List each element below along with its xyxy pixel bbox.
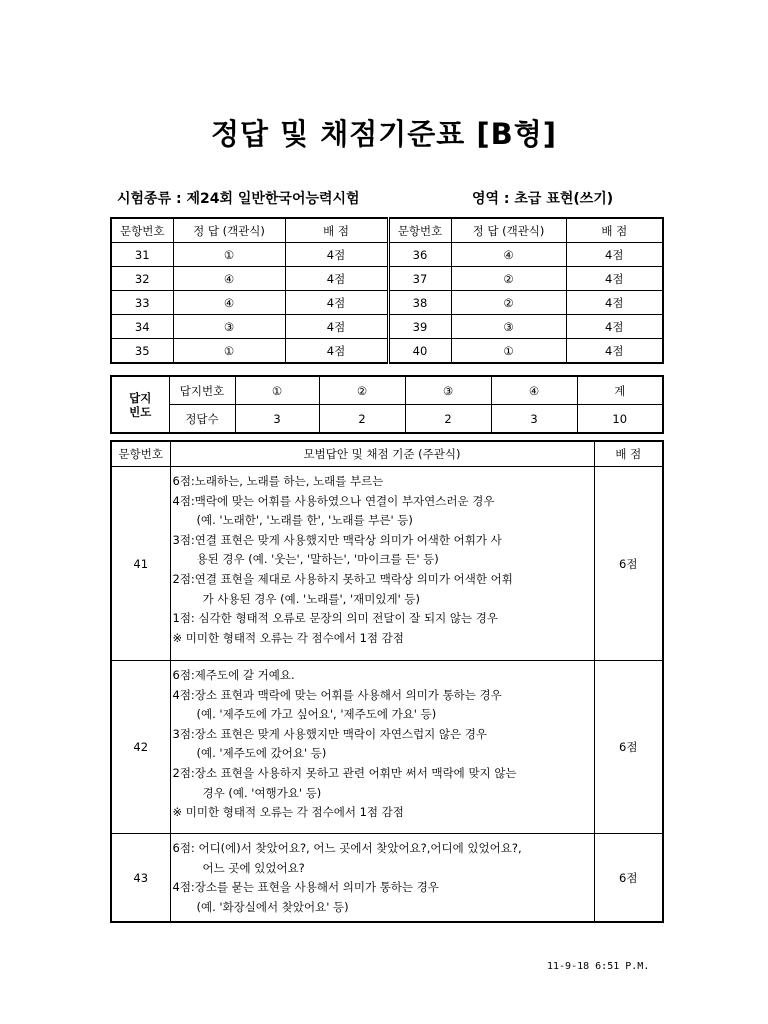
col-header: 배 점 <box>594 441 663 467</box>
col-header: ① <box>235 376 319 405</box>
score: 4점 <box>566 339 663 364</box>
col-header: 정 답 (객관식) <box>451 218 566 243</box>
page-title: 정답 및 채점기준표 [B형] <box>210 117 558 151</box>
col-header: 배 점 <box>566 218 663 243</box>
question-number: 40 <box>388 339 451 364</box>
criteria-line: 4점:맥락에 맞는 어휘를 사용하였으나 연결이 부자연스러운 경우 <box>172 493 495 508</box>
score: 6점 <box>594 467 663 661</box>
criteria-line: 어느 곳에 있었어요? <box>202 860 305 875</box>
answer: ④ <box>451 243 566 267</box>
criteria-line: 1점: 심각한 형태적 오류로 문장의 의미 전달이 잘 되지 않는 경우 <box>172 611 498 626</box>
col-header: 문항번호 <box>111 441 170 467</box>
criteria-line: 3점:연결 표현은 맞게 사용했지만 맥락상 의미가 어색한 어휘가 사 <box>172 532 502 547</box>
criteria-line: 4점:장소 표현과 맥락에 맞는 어휘를 사용해서 의미가 통하는 경우 <box>172 687 502 702</box>
question-number: 34 <box>111 315 173 339</box>
row-label: 정답수 <box>169 405 235 434</box>
criteria-line: (예. '제주도에 갔어요' 등) <box>196 746 327 761</box>
criteria-line: ※ 미미한 형태적 오류는 각 점수에서 1점 감점 <box>172 630 404 645</box>
scoring-criteria <box>170 834 594 923</box>
criteria-line: 6점:노래하는, 노래를 하는, 노래를 부르는 <box>172 474 384 488</box>
score: 4점 <box>566 315 663 339</box>
col-header: ③ <box>405 376 491 405</box>
table-row <box>111 291 663 315</box>
answer: ③ <box>451 315 566 339</box>
frequency-count-row <box>111 405 663 434</box>
question-number: 31 <box>111 243 173 267</box>
question-number: 41 <box>111 467 170 661</box>
criteria-line: ※ 미미한 형태적 오류는 각 점수에서 1점 감점 <box>172 805 404 820</box>
print-timestamp: 11-9-18 6:51 P.M. <box>547 961 650 972</box>
count: 2 <box>405 405 491 434</box>
objective-header-row <box>111 218 663 243</box>
question-number: 42 <box>111 661 170 834</box>
col-header: ② <box>319 376 405 405</box>
objective-answer-table <box>110 217 664 364</box>
subjective-answer-table <box>110 440 664 923</box>
subjective-header-row <box>111 441 663 467</box>
question-number: 37 <box>388 267 451 291</box>
count: 2 <box>319 405 405 434</box>
criteria-line: 2점:장소 표현을 사용하지 못하고 관련 어휘만 써서 맥락에 맞지 않는 <box>172 765 517 780</box>
table-row <box>111 661 663 834</box>
score: 4점 <box>566 291 663 315</box>
question-number: 36 <box>388 243 451 267</box>
exam-type: 시험종류 : 제24회 일반한국어능력시험 <box>117 191 360 207</box>
table-row <box>111 467 663 661</box>
score: 4점 <box>285 315 388 339</box>
question-number: 39 <box>388 315 451 339</box>
criteria-line: 6점: 어디(에)서 찾았어요?, 어느 곳에서 찾았어요?,어디에 있었어요?, <box>172 841 522 855</box>
answer: ② <box>451 291 566 315</box>
score: 4점 <box>285 267 388 291</box>
answer: ① <box>173 243 285 267</box>
score: 6점 <box>594 661 663 834</box>
scoring-criteria <box>170 661 594 834</box>
table-row <box>111 834 663 923</box>
criteria-line: 3점:장소 표현은 맞게 사용했지만 맥락이 자연스럽지 않은 경우 <box>172 726 488 741</box>
score: 4점 <box>285 291 388 315</box>
count: 3 <box>491 405 577 434</box>
answer: ③ <box>173 315 285 339</box>
col-header: 모범답안 및 채점 기준 (주관식) <box>170 441 594 467</box>
criteria-line: (예. '노래한', '노래를 한', '노래를 부른' 등) <box>196 513 413 528</box>
score: 4점 <box>285 339 388 364</box>
table-row <box>111 339 663 364</box>
question-number: 33 <box>111 291 173 315</box>
total-count: 10 <box>577 405 663 434</box>
score: 6점 <box>594 834 663 923</box>
row-label: 답지번호 <box>169 376 235 405</box>
answer: ① <box>451 339 566 364</box>
score: 4점 <box>566 267 663 291</box>
answer: ② <box>451 267 566 291</box>
criteria-line: 6점:제주도에 갈 거예요. <box>172 668 295 682</box>
criteria-line: 가 사용된 경우 (예. '노래를', '재미있게' 등) <box>202 591 420 606</box>
criteria-line: (예. '화장실에서 찾았어요' 등) <box>196 899 349 914</box>
col-header: 배 점 <box>285 218 388 243</box>
col-header: 문항번호 <box>111 218 173 243</box>
col-header: 계 <box>577 376 663 405</box>
criteria-line: 용된 경우 (예. '웃는', '말하는', '마이크를 든' 등) <box>196 552 439 567</box>
table-row <box>111 243 663 267</box>
answer-frequency-table <box>110 375 664 434</box>
col-header: ④ <box>491 376 577 405</box>
question-number: 32 <box>111 267 173 291</box>
count: 3 <box>235 405 319 434</box>
question-number: 35 <box>111 339 173 364</box>
criteria-line: (예. '제주도에 가고 싶어요', '제주도에 가요' 등) <box>196 707 437 722</box>
answer: ④ <box>173 267 285 291</box>
table-row <box>111 315 663 339</box>
exam-area: 영역 : 초급 표현(쓰기) <box>472 191 614 207</box>
criteria-line: 4점:장소를 묻는 표현을 사용해서 의미가 통하는 경우 <box>172 880 439 895</box>
frequency-label: 답지 빈도 <box>111 376 169 433</box>
score: 4점 <box>285 243 388 267</box>
question-number: 43 <box>111 834 170 923</box>
col-header: 정 답 (객관식) <box>173 218 285 243</box>
score: 4점 <box>566 243 663 267</box>
table-row <box>111 267 663 291</box>
col-header: 문항번호 <box>388 218 451 243</box>
frequency-header-row <box>111 376 663 405</box>
answer: ① <box>173 339 285 364</box>
criteria-line: 경우 (예. '여행가요' 등) <box>202 785 322 800</box>
scoring-criteria <box>170 467 594 661</box>
question-number: 38 <box>388 291 451 315</box>
criteria-line: 2점:연결 표현을 제대로 사용하지 못하고 맥락상 의미가 어색한 어휘 <box>172 571 513 586</box>
answer: ④ <box>173 291 285 315</box>
